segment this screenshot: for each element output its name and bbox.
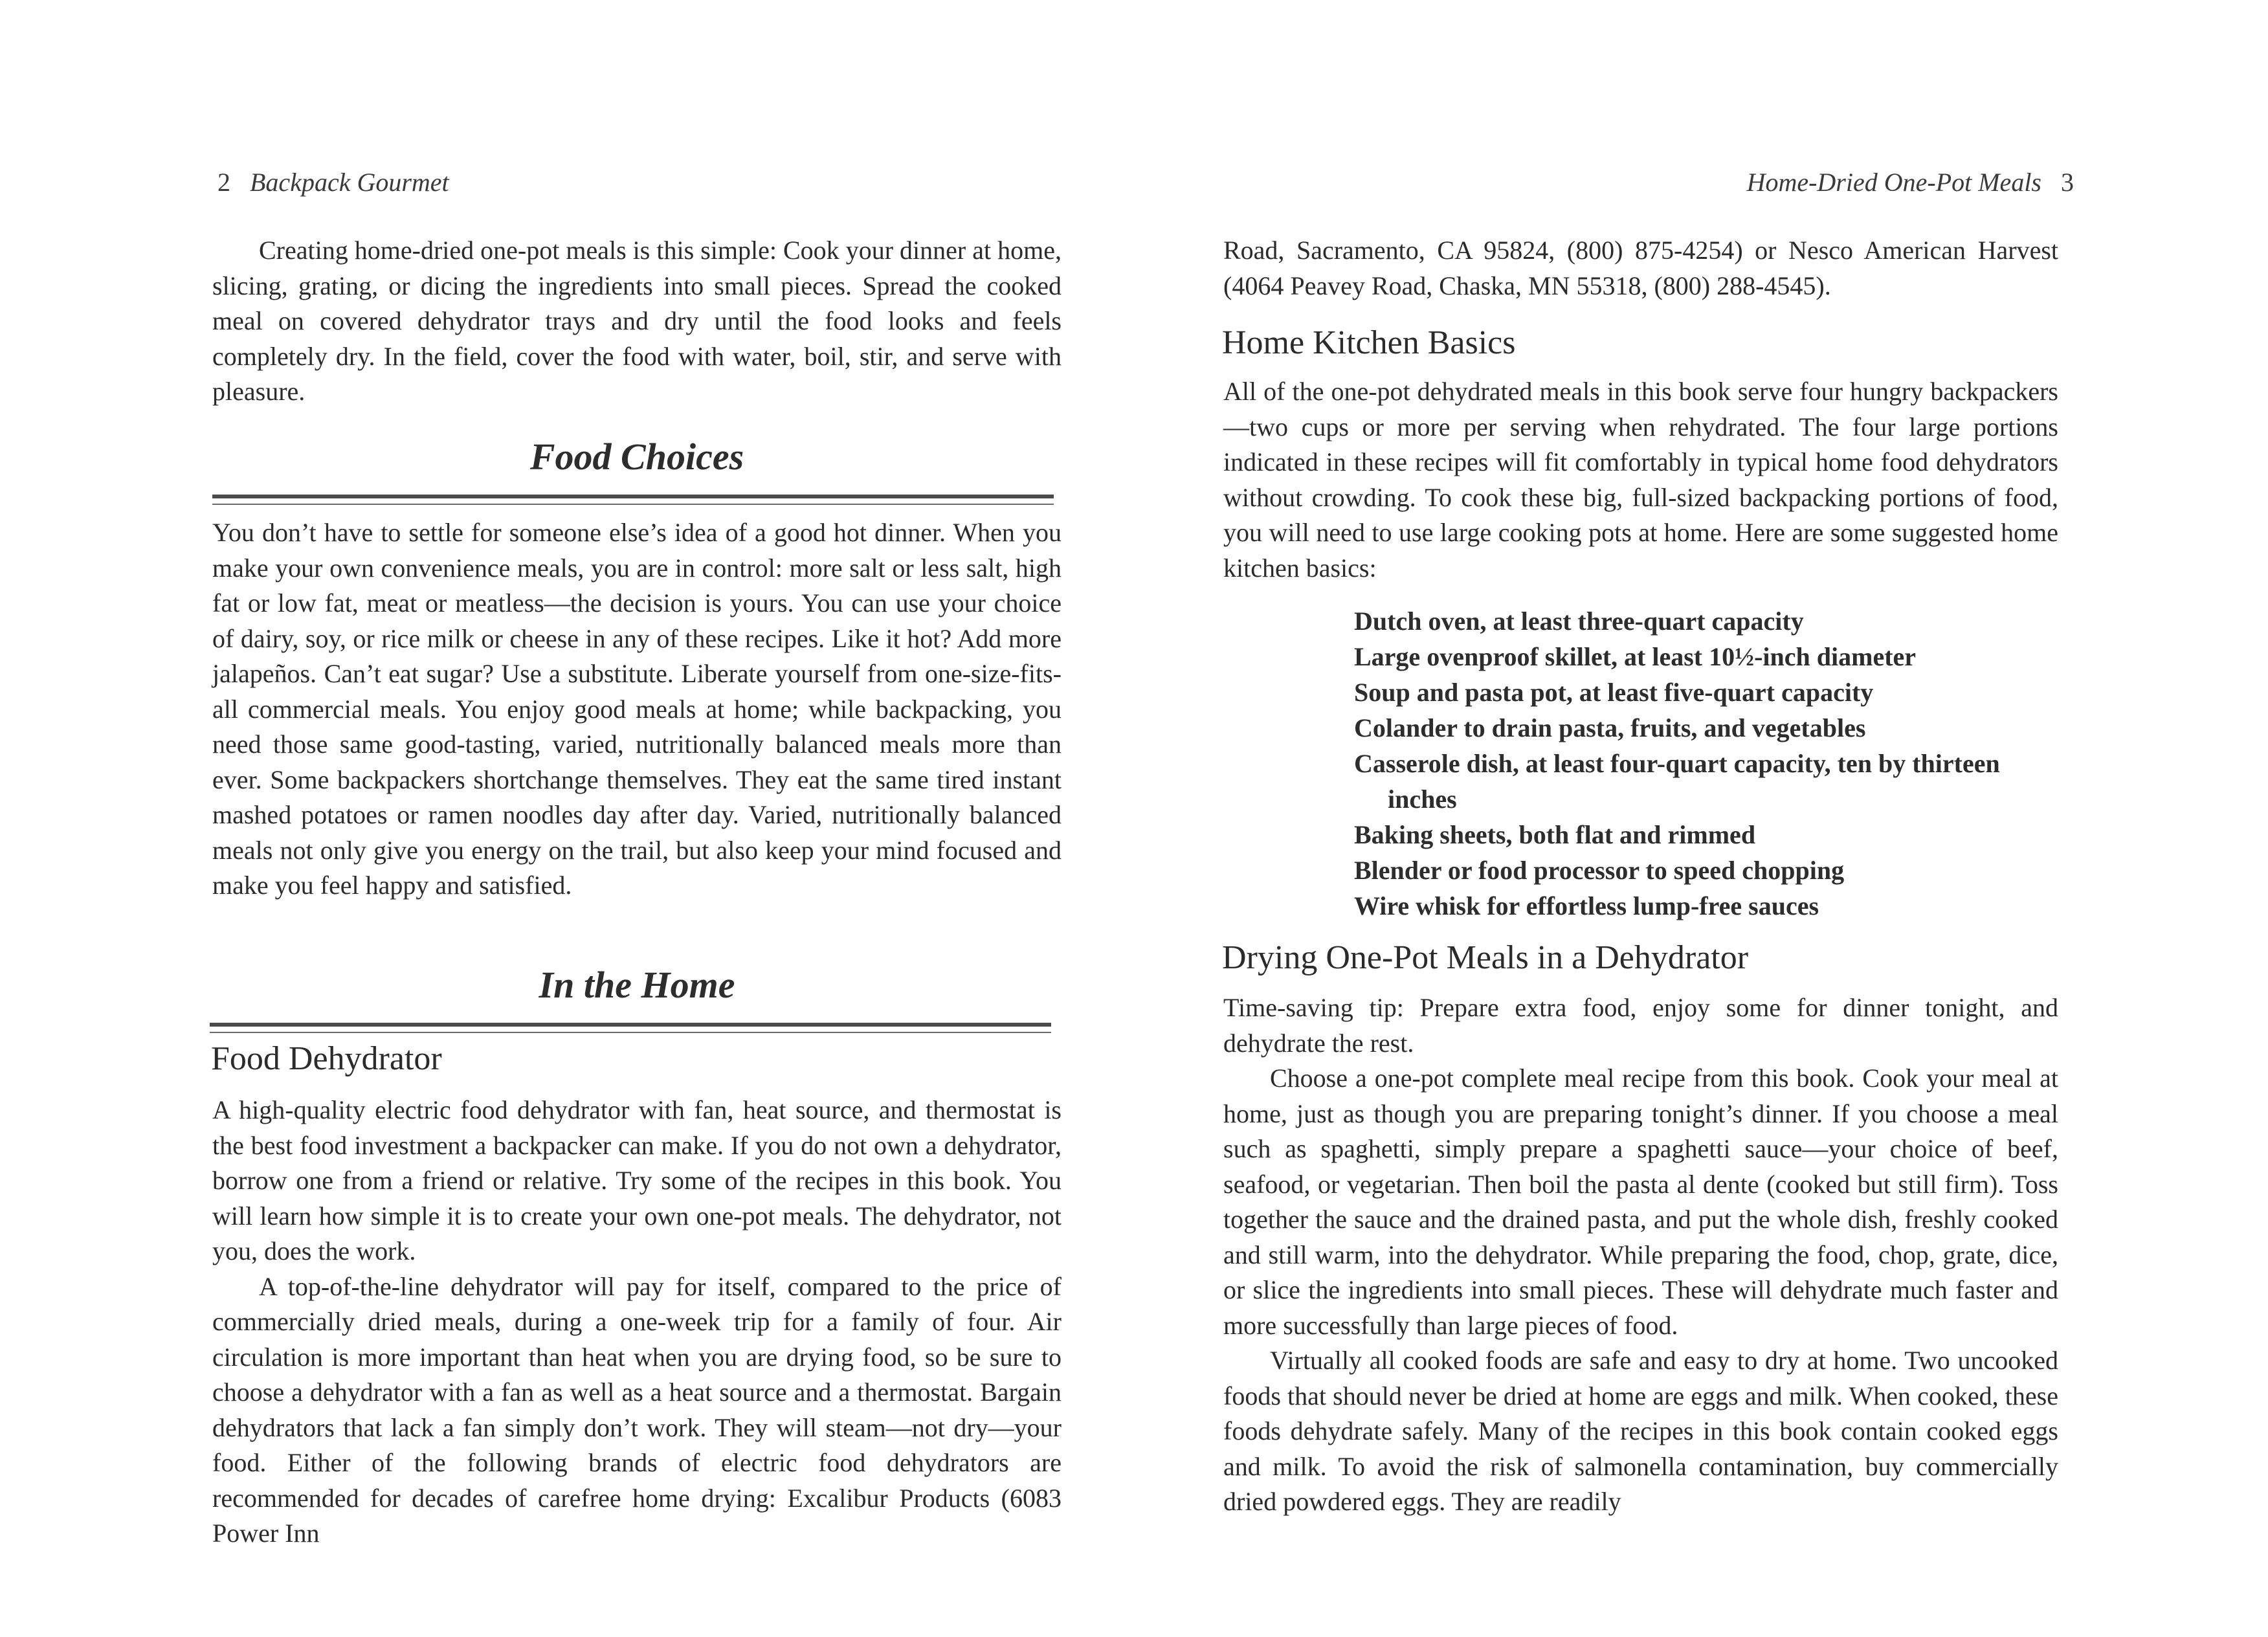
dehydrator-paragraph-1: A high-quality electric food dehydrator with fan, heat source, and thermostat is the best food investment a backpacker can make. If you do not own a dehydrator, borrow one from a friend or relative. Try some of the recipes in this book. You will learn how simple it is to create your own one-pot meals. The dehydrator, not you, does the work. <box>212 1095 1062 1265</box>
list-item: Dutch oven, at least three-quart capacity <box>1354 607 1804 636</box>
list-item: Casserole dish, at least four-quart capacity, ten by thirteen inches <box>1354 749 2000 814</box>
time-saving-tip: Time-saving tip: Prepare extra food, enjoy some for dinner tonight, and dehydrate the rest. <box>1223 993 2058 1058</box>
home-kitchen-basics-subheading: Home Kitchen Basics <box>1222 324 1516 361</box>
list-item: Large ovenproof skillet, at least 10½-inch diameter <box>1354 642 1917 671</box>
right-page-number: 3 <box>2061 168 2074 197</box>
food-choices-paragraph: You don’t have to settle for someone else’s idea of a good hot dinner. When you make your own convenience meals, you are in control: more salt or less salt, high fat or low fat, meat or meatless—the decision is yours. You can use your choice of dairy, soy, or rice milk or cheese in any of these recipes. Like it hot? Add more jalapeños. Can’t eat sugar? Use a substitute. Liberate yourself from one-size-fits-all commercial meals. You enjoy good meals at home; while backpacking, you need those same good-tasting, varied, nutritionally balanced meals more than ever. Some backpackers shortchange themselves. They eat the same tired instant mashed potatoes or ramen noodles day after day. Varied, nutritionally balanced meals not only give you energy on the trail, but also keep your mind focused and make you feel happy and satisfied. <box>212 518 1062 900</box>
kitchen-basics-list <box>1354 603 2053 924</box>
food-choices-heading: Food Choices <box>529 436 744 478</box>
food-dehydrator-subheading: Food Dehydrator <box>211 1040 442 1077</box>
food-choices-text <box>212 515 1062 904</box>
intro-text <box>212 233 1062 410</box>
intro-paragraph: Creating home-dried one-pot meals is this simple: Cook your dinner at home, slicing, grating, or dicing the ingredients into small pieces. Spread the cooked meal on covered dehydrator trays and dry until the food looks and feels completely dry. In the field, cover the food with water, boil, stir, and serve with pleasure. <box>212 236 1062 406</box>
list-item: Soup and pasta pot, at least five-quart capacity <box>1354 678 1874 707</box>
left-running-head <box>217 167 449 197</box>
drying-paragraph-2: Virtually all cooked foods are safe and easy to dry at home. Two uncooked foods that should never be dried at home are eggs and milk. When cooked, these foods dehydrate safely. Many of the recipes in this book contain cooked eggs and milk. To avoid the risk of salmonella contamination, buy commercially dried powdered eggs. They are readily <box>1223 1346 2058 1516</box>
left-page-number: 2 <box>217 168 230 197</box>
dehydrator-paragraph-2: A top-of-the-line dehydrator will pay for itself, compared to the price of commercially dried meals, during a one-week trip for a family of four. Air circulation is more important than heat when you are drying food, so be sure to choose a dehydrator with a fan as well as a heat source and a thermostat. Bargain dehydrators that lack a fan simply don’t work. They will steam—not dry—your food. Either of the following brands of electric food dehydrators are recommended for decades of carefree home drying: Excalibur Products (6083 Power Inn <box>212 1271 1062 1548</box>
list-item: Blender or food processor to speed chopping <box>1354 856 1845 885</box>
in-the-home-heading: In the Home <box>539 964 735 1006</box>
drying-subheading: Drying One-Pot Meals in a Dehydrator <box>1222 939 1749 976</box>
food-choices-rule <box>212 495 1054 505</box>
in-the-home-rule <box>210 1023 1051 1033</box>
continued-paragraph: Road, Sacramento, CA 95824, (800) 875-4254) or Nesco American Harvest (4064 Peavey Road, Chaska, MN 55318, (800) 288-4545). <box>1223 236 2058 300</box>
left-running-title: Backpack Gourmet <box>250 168 449 197</box>
home-kitchen-paragraph: All of the one-pot dehydrated meals in this book serve four hungry backpackers—two cups or more per serving when rehydrated. The four large portions indicated in these recipes will fit comfortably in typical home food dehydrators without crowding. To cook these big, full-sized backpacking portions of food, you will need to use large cooking pots at home. Here are some suggested home kitchen basics: <box>1223 377 2058 583</box>
list-item: Wire whisk for effortless lump-free sauces <box>1354 891 1819 920</box>
home-kitchen-text <box>1223 374 2058 586</box>
list-item: Colander to drain pasta, fruits, and vegetables <box>1354 713 1866 742</box>
list-item: Baking sheets, both flat and rimmed <box>1354 820 1756 849</box>
drying-text <box>1223 990 2058 1520</box>
right-running-title: Home-Dried One-Pot Meals <box>1746 168 2041 197</box>
right-running-head <box>1747 167 2074 197</box>
drying-paragraph-1: Choose a one-pot complete meal recipe from this book. Cook your meal at home, just as though you are preparing tonight’s dinner. If you choose a meal such as spaghetti, simply prepare a spaghetti sauce—your choice of beef, seafood, or vegetarian. Then boil the pasta al dente (cooked but still firm). Toss together the sauce and the drained pasta, and put the whole dish, freshly cooked and still warm, into the dehydrator. While preparing the food, chop, grate, dice, or slice the ingredients into small pieces. These will dehydrate much faster and more successfully than large pieces of food. <box>1223 1063 2058 1340</box>
continued-text <box>1223 233 2058 304</box>
food-dehydrator-text <box>212 1093 1062 1552</box>
